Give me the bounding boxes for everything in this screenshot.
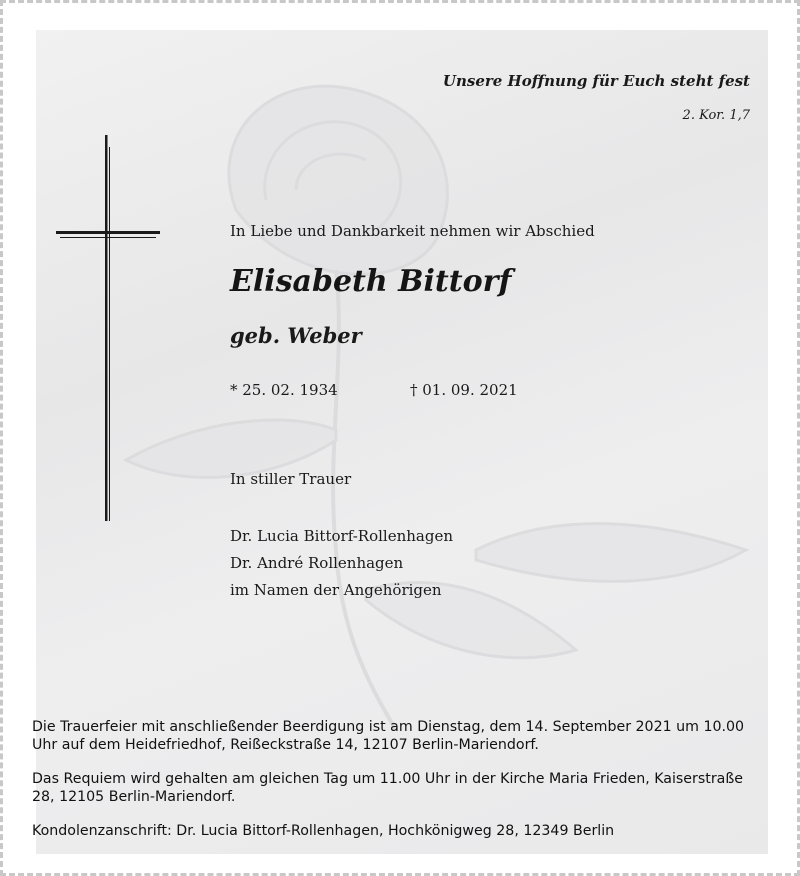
signatory-item: Dr. Lucia Bittorf-Rollenhagen xyxy=(230,527,453,545)
funeral-info: Die Trauerfeier mit anschließender Beerdigung ist am Dienstag, dem 14. September 2021 um 10.00 Uhr auf dem Heidefriedhof, Reißeckstraße 14, 12107 Berlin-Mariendorf. xyxy=(32,719,745,753)
bible-verse-reference: 2. Kor. 1,7 xyxy=(682,108,750,123)
cross-icon xyxy=(56,135,160,521)
death-date: † 01. 09. 2021 xyxy=(410,381,518,399)
maiden-name: geb. Weber xyxy=(230,323,362,348)
mourning-line: In stiller Trauer xyxy=(230,470,352,488)
signatory-item: im Namen der Angehörigen xyxy=(230,581,442,599)
birth-date: * 25. 02. 1934 xyxy=(230,381,338,399)
deceased-name: Elisabeth Bittorf xyxy=(230,264,512,299)
signatory-item: Dr. André Rollenhagen xyxy=(230,554,404,572)
farewell-intro: In Liebe und Dankbarkeit nehmen wir Abschied xyxy=(230,222,595,240)
bible-motto: Unsere Hoffnung für Euch steht fest xyxy=(442,72,750,90)
requiem-info: Das Requiem wird gehalten am gleichen Tag um 11.00 Uhr in der Kirche Maria Frieden, Kaiserstraße 28, 12105 Berlin-Mariendorf. xyxy=(32,771,744,805)
funeral-details xyxy=(32,718,767,856)
condolence-address: Kondolenzanschrift: Dr. Lucia Bittorf-Rollenhagen, Hochkönigweg 28, 12349 Berlin xyxy=(32,823,615,839)
signatory-list xyxy=(230,523,453,604)
